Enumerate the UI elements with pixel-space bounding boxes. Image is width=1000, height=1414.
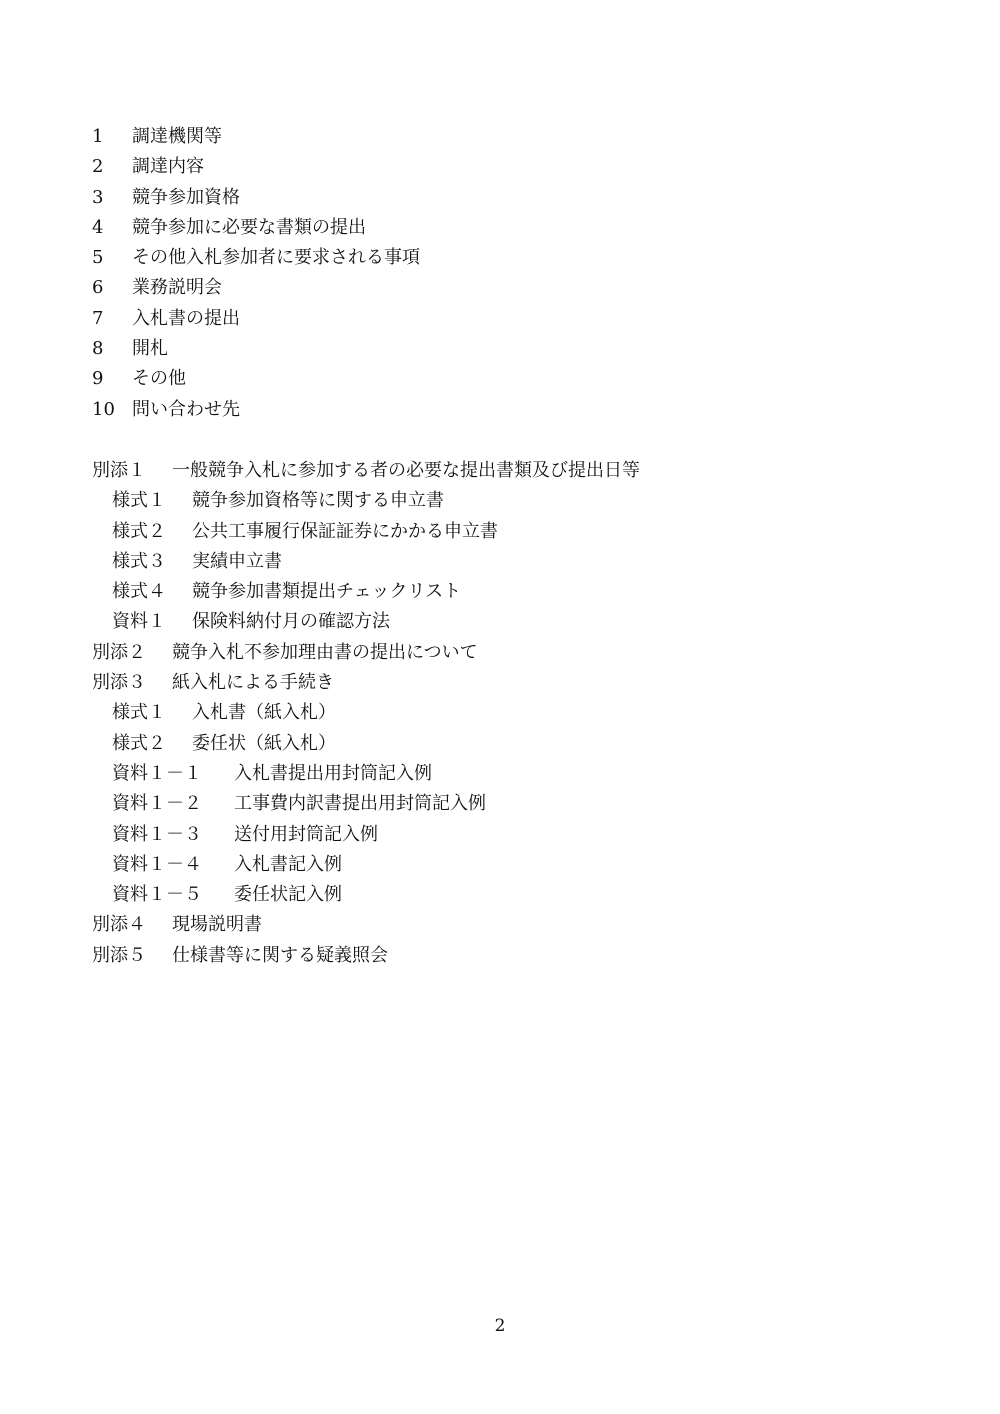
attachment-item [92, 759, 912, 789]
attachment-title: 工事費内訳書提出用封筒記入例 [234, 793, 486, 815]
attachment-item [92, 668, 912, 698]
section-number: 3 [92, 186, 104, 208]
attachment-item [92, 607, 912, 637]
section-title: 入札書の提出 [132, 307, 240, 329]
attachment-title: 紙入札による手続き [172, 672, 334, 694]
section-title: 問い合わせ先 [132, 398, 240, 420]
section-number: 9 [92, 368, 104, 390]
list-item [92, 152, 912, 182]
attachment-label: 資料１－３ [112, 823, 202, 845]
section-title: 競争参加資格 [132, 186, 240, 208]
attachment-label: 別添５ [92, 944, 146, 966]
list-item [92, 183, 912, 213]
section-title: その他入札参加者に要求される事項 [132, 247, 420, 269]
section-number: 6 [92, 277, 104, 299]
section-title: 調達内容 [132, 156, 204, 178]
attachment-item [92, 941, 912, 971]
attachment-label: 別添３ [92, 672, 146, 694]
attachment-title: 送付用封筒記入例 [234, 823, 378, 845]
attachment-item [92, 698, 912, 728]
list-item [92, 334, 912, 364]
section-list [92, 122, 912, 425]
attachment-label: 様式１ [112, 490, 166, 512]
attachment-label: 様式２ [112, 732, 166, 754]
list-item [92, 273, 912, 303]
attachment-item [92, 789, 912, 819]
attachment-label: 資料１－４ [112, 853, 202, 875]
attachment-title: 競争入札不参加理由書の提出について [172, 641, 478, 663]
attachment-title: 委任状（紙入札） [192, 732, 336, 754]
attachment-title: 現場説明書 [172, 914, 262, 936]
attachment-item [92, 880, 912, 910]
section-title: 競争参加に必要な書類の提出 [132, 216, 366, 238]
attachment-title: 一般競争入札に参加する者の必要な提出書類及び提出日等 [172, 459, 640, 481]
attachment-item [92, 910, 912, 940]
attachment-label: 別添４ [92, 914, 146, 936]
section-number: 2 [92, 156, 104, 178]
attachment-item [92, 517, 912, 547]
list-item [92, 122, 912, 152]
attachment-item [92, 577, 912, 607]
attachment-title: 入札書（紙入札） [192, 702, 336, 724]
attachment-title: 保険料納付月の確認方法 [192, 611, 390, 633]
attachment-item [92, 638, 912, 668]
attachment-item [92, 486, 912, 516]
attachment-label: 様式３ [112, 550, 166, 572]
attachment-title: 競争参加書類提出チェックリスト [192, 581, 462, 603]
attachment-item [92, 547, 912, 577]
section-number: 4 [92, 216, 104, 238]
section-title: 開札 [132, 338, 168, 360]
attachment-label: 資料１－１ [112, 762, 202, 784]
list-item [92, 395, 912, 425]
table-of-contents [92, 122, 912, 971]
attachment-label: 資料１ [112, 611, 166, 633]
section-title: 調達機関等 [132, 126, 222, 147]
attachment-label: 資料１－２ [112, 793, 202, 815]
page-number: 2 [494, 1316, 506, 1336]
section-number: 10 [92, 398, 115, 420]
attachment-label: 様式４ [112, 581, 166, 603]
attachment-title: 公共工事履行保証証券にかかる申立書 [192, 520, 498, 542]
list-item [92, 364, 912, 394]
attachment-item [92, 820, 912, 850]
section-number: 7 [92, 307, 104, 329]
attachment-item [92, 729, 912, 759]
section-number: 5 [92, 247, 104, 269]
attachment-title: 仕様書等に関する疑義照会 [172, 944, 388, 966]
attachment-title: 実績申立書 [192, 550, 282, 572]
attachment-title: 入札書提出用封筒記入例 [234, 762, 432, 784]
attachment-label: 資料１－５ [112, 884, 202, 906]
attachment-item [92, 456, 912, 486]
section-number: 8 [92, 338, 104, 360]
attachment-label: 別添１ [92, 459, 146, 481]
attachment-item [92, 850, 912, 880]
attachment-list [92, 456, 912, 971]
attachment-label: 別添２ [92, 641, 146, 663]
list-item [92, 213, 912, 243]
attachment-label: 様式２ [112, 520, 166, 542]
list-item [92, 304, 912, 334]
attachment-title: 入札書記入例 [234, 853, 342, 875]
section-gap [92, 425, 912, 456]
attachment-label: 様式１ [112, 702, 166, 724]
attachment-title: 委任状記入例 [234, 884, 342, 906]
section-title: その他 [132, 368, 186, 390]
attachment-title: 競争参加資格等に関する申立書 [192, 490, 444, 512]
section-title: 業務説明会 [132, 277, 222, 299]
list-item [92, 243, 912, 273]
section-number: 1 [92, 126, 104, 147]
